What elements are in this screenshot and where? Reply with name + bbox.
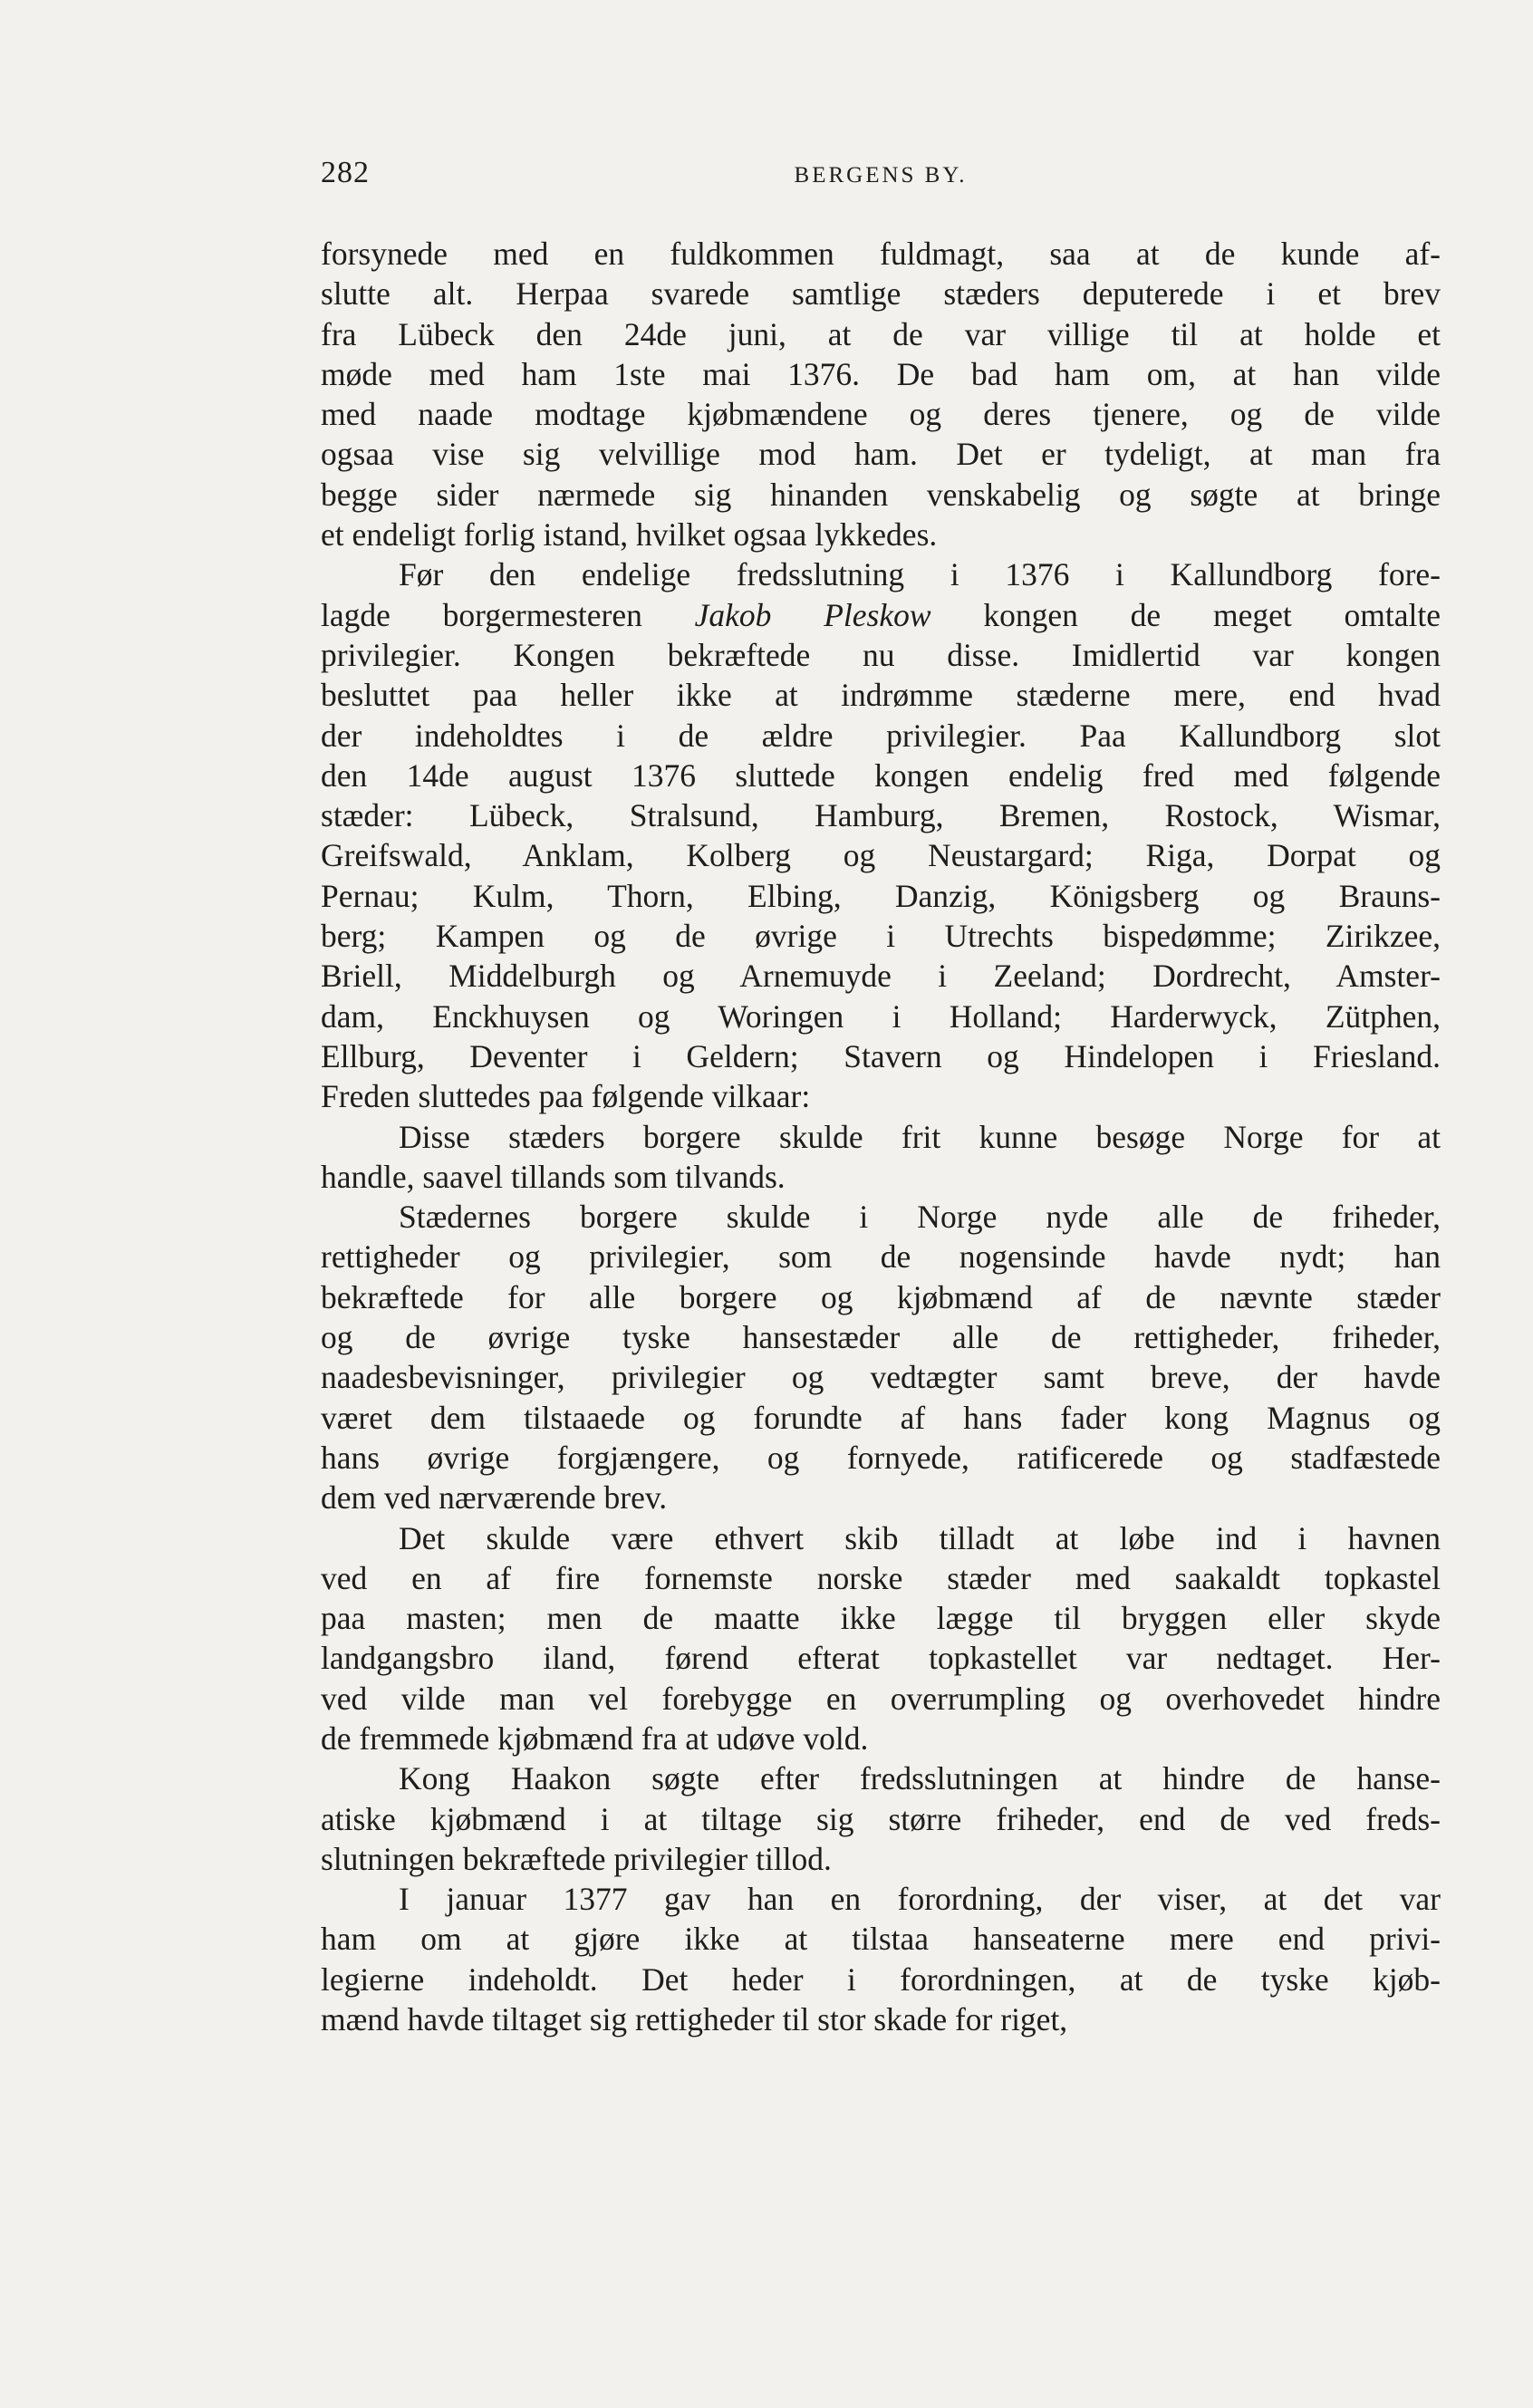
text-line: ved vilde man vel forebygge en overrumpling og overhovedet hindre (321, 1680, 1441, 1717)
text-line: Kong Haakon søgte efter fredsslutningen at hindre de hanse- (399, 1760, 1441, 1797)
paragraph (321, 554, 1441, 1116)
text-line: der indeholdtes i de ældre privilegier. Paa Kallundborg slot (321, 717, 1441, 754)
text-line: Stædernes borgere skulde i Norge nyde alle de friheder, (399, 1199, 1441, 1236)
text-line: lagde borgermesteren Jakob Pleskow kongen de meget omtalte (321, 596, 1441, 633)
paragraph (321, 1197, 1441, 1517)
text-line: atiske kjøbmænd i at tiltage sig større friheder, end de ved freds- (321, 1800, 1441, 1837)
text-line: slutningen bekræftede privilegier tillod. (321, 1840, 832, 1877)
text-line: den 14de august 1376 sluttede kongen endelig fred med følgende (321, 756, 1441, 794)
text-line: rettigheder og privilegier, som de nogensinde havde nydt; han (321, 1238, 1441, 1276)
text-line: Greifswald, Anklam, Kolberg og Neustargard; Riga, Dorpat og (321, 837, 1441, 874)
text-line: berg; Kampen og de øvrige i Utrechts bispedømme; Zirikzee, (321, 918, 1441, 955)
paragraph (321, 234, 1441, 554)
text-line: de fremmede kjøbmænd fra at udøve vold. (321, 1719, 869, 1757)
text-line: og de øvrige tyske hansestæder alle de rettigheder, friheder, (321, 1319, 1441, 1356)
text-line: Pernau; Kulm, Thorn, Elbing, Danzig, Königsberg og Brauns- (321, 877, 1441, 914)
text-line: handle, saavel tillands som tilvands. (321, 1158, 786, 1195)
text-line: møde med ham 1ste mai 1376. De bad ham om, at han vilde (321, 355, 1441, 392)
text-line: slutte alt. Herpaa svarede samtlige stæders deputerede i et brev (321, 275, 1441, 313)
text-line: Det skulde være ethvert skib tilladt at løbe ind i havnen (399, 1519, 1441, 1556)
text-line: dam, Enckhuysen og Woringen i Holland; Harderwyck, Zütphen, (321, 997, 1441, 1035)
text-line: fra Lübeck den 24de juni, at de var villige til at holde et (321, 315, 1441, 352)
text-line: forsynede med en fuldkommen fuldmagt, saa at de kunde af- (321, 236, 1441, 272)
page-header (321, 156, 1441, 201)
text-line: Ellburg, Deventer i Geldern; Stavern og Hindelopen i Friesland. (321, 1037, 1441, 1074)
text-line: dem ved nærværende brev. (321, 1479, 668, 1517)
text-line: privilegier. Kongen bekræftede nu disse. Imidlertid var kongen (321, 636, 1441, 673)
text-line: bekræftede for alle borgere og kjøbmænd af de nævnte stæder (321, 1278, 1441, 1315)
text-line: legierne indeholdt. Det heder i forordningen, at de tyske kjøb- (321, 1960, 1441, 1998)
text-line: begge sider nærmede sig hinanden venskabelig og søgte at bringe (321, 476, 1441, 513)
text-line: landgangsbro iland, førend efterat topkastellet var nedtaget. Her- (321, 1640, 1441, 1677)
text-line: Freden sluttedes paa følgende vilkaar: (321, 1078, 811, 1115)
paragraph (321, 1117, 1441, 1198)
page-number: 282 (321, 156, 370, 189)
text-line: ham om at gjøre ikke at tilstaa hanseaterne mere end privi- (321, 1921, 1441, 1958)
text-line: besluttet paa heller ikke at indrømme stæderne mere, end hvad (321, 677, 1441, 714)
italic-name: Jakob Pleskow (694, 596, 931, 633)
paragraph (321, 1518, 1441, 1759)
text-line: et endeligt forlig istand, hvilket ogsaa lykkedes. (321, 516, 938, 554)
text-line: Briell, Middelburgh og Arnemuyde i Zeeland; Dordrecht, Amster- (321, 958, 1441, 995)
text-line: hans øvrige forgjængere, og fornyede, ratificerede og stadfæstede (321, 1439, 1441, 1476)
text-line: I januar 1377 gav han en forordning, der viser, at det var (399, 1881, 1441, 1918)
text-line: mænd havde tiltaget sig rettigheder til stor skade for riget, (321, 2001, 1068, 2038)
text-line: stæder: Lübeck, Stralsund, Hamburg, Bremen, Rostock, Wismar, (321, 797, 1441, 834)
text-line: naadesbevisninger, privilegier og vedtægter samt breve, der havde (321, 1359, 1441, 1396)
running-title: BERGENS BY. (794, 163, 968, 188)
text-line: været dem tilstaaede og forundte af hans fader kong Magnus og (321, 1399, 1441, 1436)
paragraph (321, 1758, 1441, 1879)
text-line: Før den endelige fredsslutning i 1376 i Kallundborg fore- (399, 556, 1441, 593)
body-text (321, 234, 1441, 2039)
text-line: ogsaa vise sig velvillige mod ham. Det er tydeligt, at man fra (321, 436, 1441, 473)
paragraph (321, 1879, 1441, 2039)
text-line: Disse stæders borgere skulde frit kunne besøge Norge for at (399, 1118, 1441, 1155)
text-line: paa masten; men de maatte ikke lægge til bryggen eller skyde (321, 1600, 1441, 1637)
text-line: ved en af fire fornemste norske stæder med saakaldt topkastel (321, 1559, 1441, 1596)
text-line: med naade modtage kjøbmændene og deres tjenere, og de vilde (321, 396, 1441, 433)
